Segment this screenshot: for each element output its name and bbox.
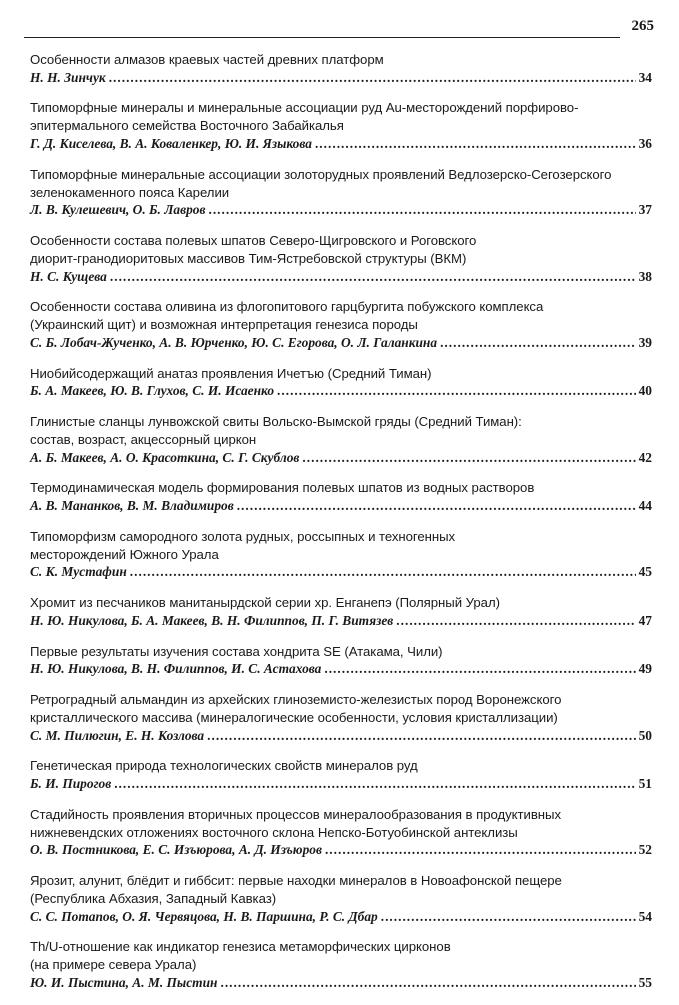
entry-page-number: 49 [638,661,652,677]
entry-title-line: Ниобийсодержащий анатаз проявления Ичетъю (Средний Тиман) [30,365,432,381]
toc-entry [30,365,652,400]
entry-title-line: Первые результаты изучения состава хондрита SE (Атакама, Чили) [30,643,443,659]
entry-page-number: 38 [638,268,652,284]
dot-leader [237,497,636,515]
dot-leader [302,449,635,467]
entry-title-line: Th/U-отношение как индикатор генезиса метаморфических цирконов [30,939,451,955]
entry-authors: Н. Н. Зинчук [30,69,106,85]
entry-title-line: (на примере севера Урала) [30,957,197,973]
entry-page-number: 54 [638,908,652,924]
entry-page-number: 36 [638,136,652,152]
entry-title-line: нижневендских отложениях восточного склона Непско-Ботуобинской антеклизы [30,824,518,840]
entry-title-line: Стадийность проявления вторичных процессов минералообразования в продуктивных [30,806,562,822]
entry-authors: С. С. Потапов, О. Я. Червяцова, Н. В. Паршина, Р. С. Дбар [30,908,378,924]
dot-leader [440,334,636,352]
toc-entry [30,757,652,792]
entry-authors-row [30,775,652,793]
entry-authors: С. К. Мустафин [30,564,127,580]
entry-title-line: Типоморфизм самородного золота рудных, россыпных и техногенных [30,528,456,544]
entry-title [30,166,652,202]
entry-title-line: диорит-гранодиоритовых массивов Тим-Ястребовской структуры (ВКМ) [30,250,467,266]
entry-page-number: 39 [638,334,652,350]
toc-entry [30,413,652,466]
dot-leader [396,612,635,630]
entry-title-line: Типоморфные минеральные ассоциации золоторудных проявлений Ведлозерско-Сегозерского [30,166,612,182]
entry-authors-row [30,201,652,219]
entry-title-line: (Республика Абхазия, Западный Кавказ) [30,890,277,906]
entry-authors-row [30,268,652,286]
entry-authors: Н. С. Кущева [30,268,107,284]
entry-title [30,298,652,334]
page-header [24,18,654,40]
entry-authors-row [30,497,652,515]
entry-authors: Б. И. Пирогов [30,776,112,792]
entry-title [30,479,652,497]
entry-page-number: 45 [638,564,652,580]
toc-entry [30,51,652,86]
toc-entry [30,99,652,152]
dot-leader [315,135,636,153]
entry-title [30,365,652,383]
dot-leader [109,69,636,87]
toc-entry [30,643,652,678]
page-number: 265 [631,18,654,34]
entry-page-number: 47 [638,612,652,628]
dot-leader [114,775,635,793]
entry-title-line: Хромит из песчаников манитанырдской серии хр. Енганепэ (Полярный Урал) [30,595,500,611]
entry-title [30,99,652,135]
entry-authors-row [30,974,652,992]
toc-entry [30,938,652,991]
entry-authors-row [30,334,652,352]
toc-entry [30,528,652,581]
entry-page-number: 44 [638,498,652,514]
entry-authors: А. Б. Макеев, А. О. Красоткина, С. Г. Скублов [30,449,300,465]
entry-title-line: кристаллического массива (минералогические особенности, условия кристаллизации) [30,709,558,725]
entry-title [30,51,652,69]
entry-authors: С. Б. Лобач-Жученко, А. В. Юрченко, Ю. С. Егорова, О. Л. Галанкина [30,334,438,350]
entry-title [30,806,652,842]
entry-authors: Л. В. Кулешевич, О. Б. Лавров [30,202,206,218]
entry-page-number: 40 [638,383,652,399]
entry-authors: Б. А. Макеев, Ю. В. Глухов, С. И. Исаенко [30,383,275,399]
entry-title-line: Термодинамическая модель формирования полевых шпатов из водных растворов [30,480,535,496]
toc-entry [30,298,652,351]
entry-title-line: Глинистые сланцы лунвожской свиты Вольско-Вымской гряды (Средний Тиман): [30,414,522,430]
entry-title [30,691,652,727]
dot-leader [381,908,636,926]
entry-authors: С. М. Пилюгин, Е. Н. Козлова [30,727,205,743]
entry-title-line: Особенности состава оливина из флогопитового гарцбургита побужского комплекса [30,299,544,315]
dot-leader [220,974,635,992]
header-rule [24,37,620,38]
entry-title-line: Особенности алмазов краевых частей древних платформ [30,52,384,67]
dot-leader [208,201,635,219]
entry-page-number: 34 [638,69,652,85]
dot-leader [207,727,635,745]
table-of-contents [30,51,652,1005]
entry-title-line: Генетическая природа технологических свойств минералов руд [30,758,418,774]
dot-leader [324,660,635,678]
entry-authors-row [30,69,652,87]
entry-title [30,528,652,564]
entry-authors: А. В. Мананков, В. М. Владимиров [30,498,234,514]
toc-entry [30,872,652,925]
entry-page-number: 52 [638,842,652,858]
entry-authors-row [30,563,652,581]
entry-title [30,643,652,661]
dot-leader [325,841,636,859]
entry-title-line: Ярозит, алунит, блёдит и гиббсит: первые находки минералов в Новоафонской пещере [30,873,562,889]
entry-title-line: эпитермального семейства Восточного Забайкалья [30,118,344,134]
dot-leader [110,268,636,286]
entry-authors-row [30,612,652,630]
toc-entry [30,806,652,859]
toc-entry [30,479,652,514]
entry-title [30,413,652,449]
entry-title [30,232,652,268]
entry-title-line: месторождений Южного Урала [30,546,219,562]
entry-authors-row [30,449,652,467]
entry-title [30,938,652,974]
entry-authors-row [30,841,652,859]
toc-entry [30,594,652,629]
entry-title-line: состав, возраст, акцессорный циркон [30,431,257,447]
entry-title [30,757,652,775]
entry-title [30,872,652,908]
entry-title-line: Ретроградный альмандин из архейских глиноземисто-железистых пород Воронежского [30,692,562,708]
entry-authors: О. В. Постникова, Е. С. Изъюрова, А. Д. Изъюров [30,842,322,858]
entry-page-number: 51 [638,776,652,792]
entry-authors-row [30,660,652,678]
dot-leader [277,382,636,400]
entry-authors-row [30,135,652,153]
dot-leader [130,563,636,581]
entry-title-line: зеленокаменного пояса Карелии [30,184,230,200]
toc-entry [30,691,652,744]
toc-entry [30,232,652,285]
entry-title-line: (Украинский щит) и возможная интерпретация генезиса породы [30,317,418,333]
entry-authors: Н. Ю. Никулова, Б. А. Макеев, В. Н. Филиппов, П. Г. Витязев [30,612,394,628]
entry-authors: Ю. И. Пыстина, А. М. Пыстин [30,975,218,991]
toc-entry [30,166,652,219]
entry-authors: Г. Д. Киселева, В. А. Коваленкер, Ю. И. Языкова [30,136,312,152]
entry-authors: Н. Ю. Никулова, В. Н. Филиппов, И. С. Астахова [30,661,322,677]
entry-page-number: 42 [638,449,652,465]
entry-title-line: Особенности состава полевых шпатов Северо-Щигровского и Роговского [30,233,477,249]
entry-authors-row [30,382,652,400]
entry-page-number: 50 [638,727,652,743]
entry-title-line: Типоморфные минералы и минеральные ассоциации руд Au-месторождений порфирово- [30,100,579,116]
entry-authors-row [30,908,652,926]
entry-authors-row [30,727,652,745]
entry-page-number: 55 [638,975,652,991]
entry-page-number: 37 [638,202,652,218]
entry-title [30,594,652,612]
